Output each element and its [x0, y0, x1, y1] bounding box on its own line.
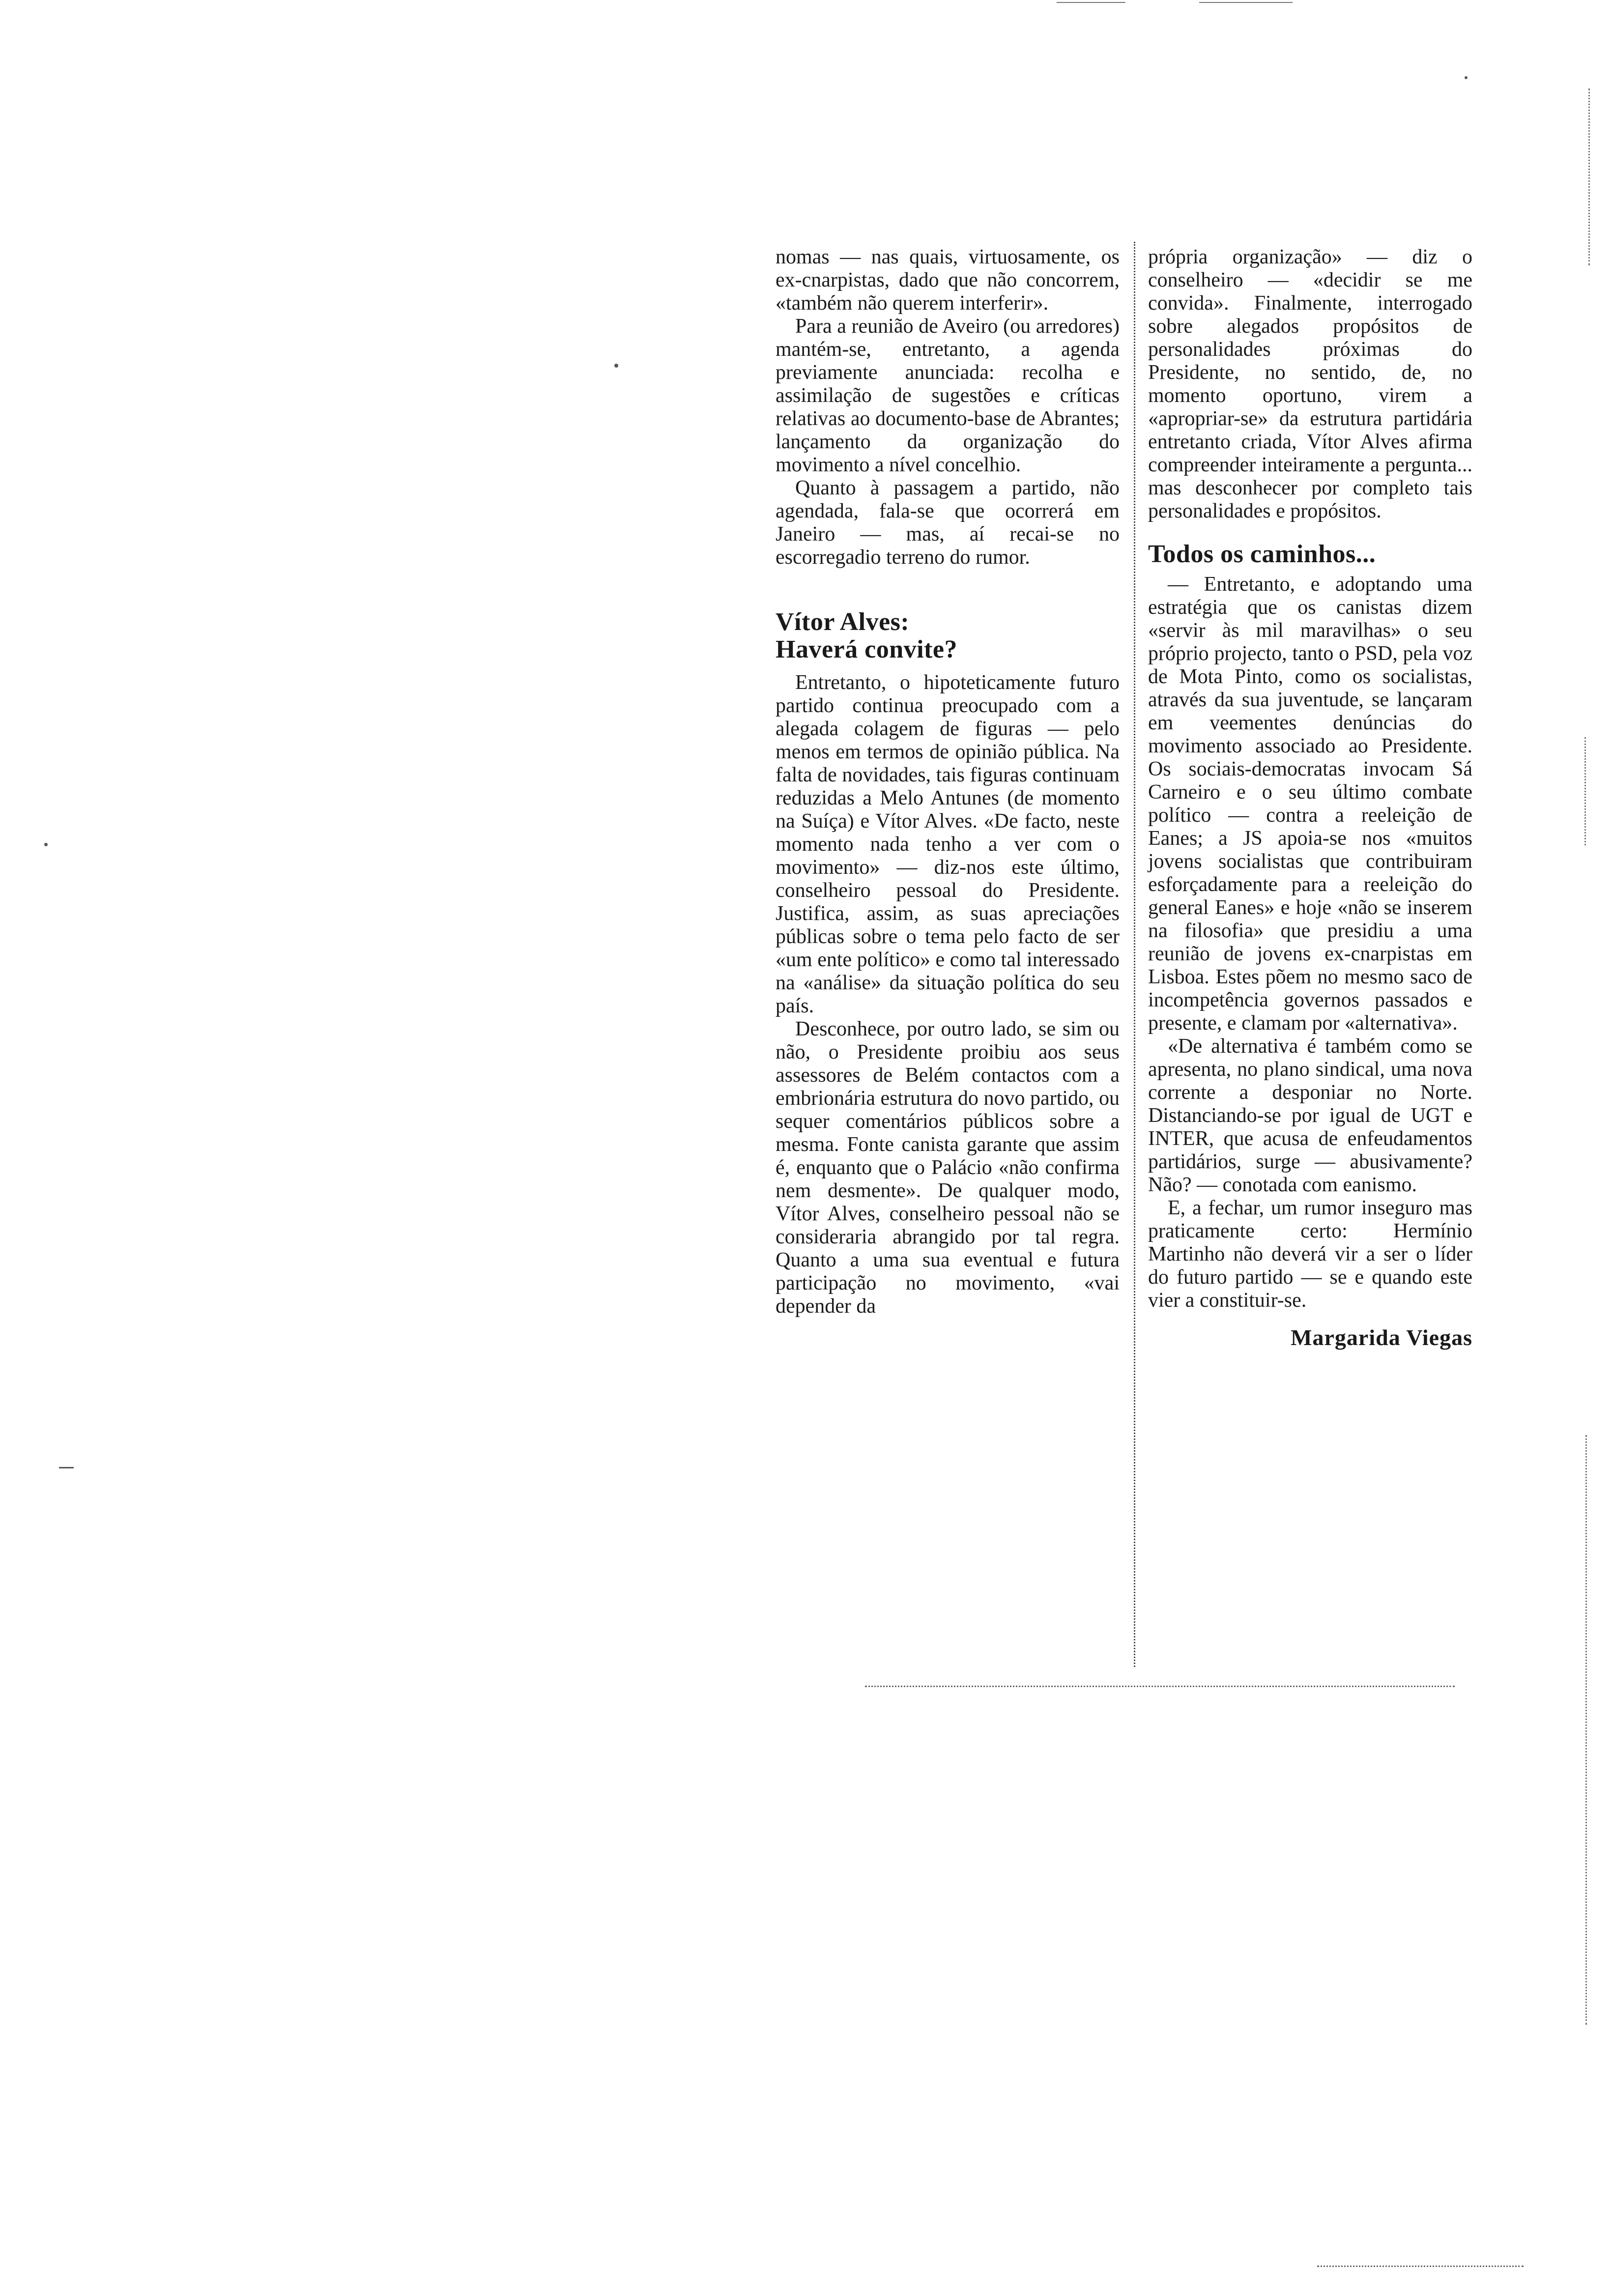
paragraph: Entretanto, o hipoteticamente futuro partido continua preocupado com a alegada colagem de figuras — pelo menos em termos de opinião pública. Na falta de novidades, tais figuras continuam reduzidas a Melo Antunes (de momento na Suíça) e Vítor Alves. «De facto, neste momento nada tenho a ver com o movimento» — diz-nos este último, conselheiro pessoal do Presidente. Justifica, assim, as suas apreciações públicas sobre o tema pelo facto de ser «um ente político» e como tal interessado na «análise» da situação política do seu país.: [776, 671, 1120, 1017]
paragraph: Quanto à passagem a partido, não agendada, fala-se que ocorrerá em Janeiro — mas, aí recai-se no escorregadio terreno do rumor.: [776, 477, 1120, 569]
scan-top-line: [1057, 2, 1125, 3]
scan-top-line: [1199, 2, 1293, 3]
paragraph: Para a reunião de Aveiro (ou arredores) mantém-se, entretanto, a agenda previamente anunciada: recolha e assimilação de sugestões e críticas relativas ao documento-base de Abrantes; lançamento da organização do movimento a nível concelhio.: [776, 315, 1120, 476]
paragraph: nomas — nas quais, virtuosamente, os ex-cnarpistas, dado que não concorrem, «também não querem interferir».: [776, 246, 1120, 315]
scan-bottom-dots: [1317, 2266, 1524, 2267]
paragraph: «De alternativa é também como se apresenta, no plano sindical, uma nova corrente a desponiar no Norte. Distanciando-se por igual de UGT e INTER, que acusa de enfeudamentos partidários, surge — abusivamente? Não? — conotada com eanismo.: [1148, 1035, 1472, 1196]
paragraph: E, a fechar, um rumor inseguro mas praticamente certo: Hermínio Martinho não deverá vir a ser o líder do futuro partido — se e quando este vier a constituir-se.: [1148, 1197, 1472, 1312]
subhead-todos-os-caminhos: Todos os caminhos...: [1148, 540, 1376, 568]
subhead-line: Vítor Alves:: [776, 608, 910, 636]
paragraph: — Entretanto, e adoptando uma estratégia que os canistas dizem «servir às mil maravilhas» o seu próprio projecto, tanto o PSD, pela voz de Mota Pinto, como os socialistas, através da sua juventude, se lançaram em veementes denúncias do movimento associado ao Presidente. Os sociais-democratas invocam Sá Carneiro e o seu último combate político — contra a reeleição de Eanes; a JS apoia-se nos «muitos jovens socialistas que contribuiram esforçadamente para a reeleição do general Eanes» e hoje «não se inserem na filosofia» que presidiu a uma reunião de jovens ex-cnarpistas em Lisboa. Estes põem no mesmo saco de incompetência governos passados e presente, e clamam por «alternativa».: [1148, 573, 1472, 1034]
subhead-line: Haverá convite?: [776, 635, 957, 663]
scan-edge-dots: [1584, 737, 1586, 845]
scan-speck: [1465, 76, 1468, 79]
paragraph: Desconhece, por outro lado, se sim ou não, o Presidente proibiu aos seus assessores de Belém contactos com a embrionária estrutura do novo partido, ou sequer comentários públicos sobre a mesma. Fonte canista garante que assim é, enquanto que o Palácio «não confirma nem desmente». De qualquer modo, Vítor Alves, conselheiro pessoal não se consideraria abrangido por tal regra. Quanto a uma sua eventual e futura participação no movimento, «vai depender da: [776, 1018, 1120, 1318]
newspaper-clipping: [776, 246, 1472, 1671]
author-byline: Margarida Viegas: [1291, 1325, 1472, 1350]
right-column: [1148, 246, 1472, 1349]
scan-edge-dots: [1588, 88, 1590, 265]
scan-clipping-bottom-edge: [865, 1686, 1455, 1687]
scan-edge-dots: [1585, 1435, 1587, 2025]
scan-speck: [59, 1467, 74, 1468]
paragraph: própria organização» — diz o conselheiro — «decidir se me convida». Finalmente, interrogado sobre alegados propósitos de personalidades próximas do Presidente, no sentido, de, no momento oportuno, virem a «apropriar-se» da estrutura partidária entretanto criada, Vítor Alves afirma compreender inteiramente a pergunta... mas desconhecer por completo tais personalidades e propósitos.: [1148, 246, 1472, 522]
subhead-vitor-alves: [776, 608, 1120, 663]
left-column: [776, 246, 1120, 1318]
scan-speck: [44, 843, 48, 846]
scan-speck: [614, 364, 618, 368]
column-divider: [1134, 242, 1135, 1667]
